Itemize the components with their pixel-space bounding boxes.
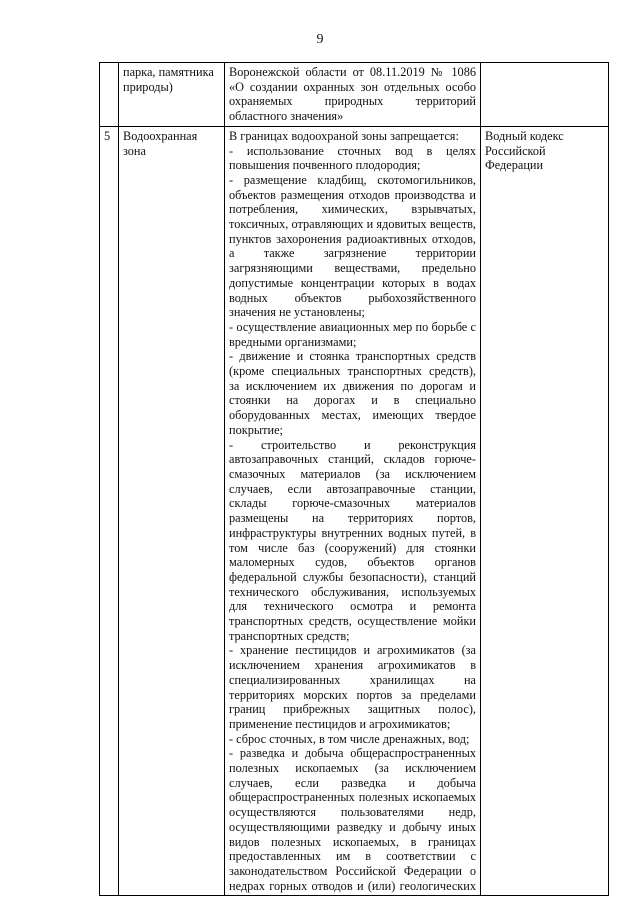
restriction-line: за исключением их движения по дорогам и bbox=[229, 378, 476, 393]
zone-name-line: природы) bbox=[123, 79, 173, 94]
restriction-line: предоставленных им в соответствии с bbox=[229, 849, 476, 864]
restriction-line: - использование сточных вод в целях bbox=[229, 143, 476, 158]
legal-basis-line: Водный кодекс bbox=[485, 128, 564, 143]
restriction-line: - сброс сточных, в том числе дренажных, вод; bbox=[229, 731, 470, 746]
restriction-line: транспортных средств, осуществление мойки bbox=[229, 614, 476, 629]
zone-name-cell bbox=[119, 126, 225, 896]
restriction-line: применение пестицидов и агрохимикатов; bbox=[229, 716, 451, 731]
restriction-line: - размещение кладбищ, скотомогильников, bbox=[229, 172, 476, 187]
restriction-line: федеральной службы безопасности), станций bbox=[229, 569, 476, 584]
restriction-line: инфраструктуры внутренних водных путей, в bbox=[229, 525, 476, 540]
restriction-line: законодательством Российской Федерации о bbox=[229, 863, 476, 878]
restriction-line: загрязняющими веществами, предельно bbox=[229, 261, 476, 276]
restriction-line: автозаправочных станций, складов горюче- bbox=[229, 452, 476, 467]
restriction-line: повышения почвенного плодородия; bbox=[229, 158, 421, 173]
restriction-line: пунктов захоронения радиоактивных отходов, bbox=[229, 231, 476, 246]
restriction-line: вредными организмами; bbox=[229, 334, 357, 349]
restriction-line: значения не установлены; bbox=[229, 305, 365, 320]
restriction-line: оборудованных местах, имеющих твердое bbox=[229, 408, 476, 423]
restriction-line: токсичных, отравляющих и ядовитых веществ, bbox=[229, 217, 476, 232]
restriction-line: полезных ископаемых (за исключением bbox=[229, 761, 476, 776]
restrictions-cell bbox=[225, 63, 481, 127]
restriction-line: а также загрязнение территории bbox=[229, 246, 476, 261]
restriction-line: исключением хранения агрохимикатов в bbox=[229, 658, 476, 673]
restriction-line: склады горюче-смазочных материалов bbox=[229, 496, 476, 511]
table-row bbox=[100, 63, 609, 127]
restriction-line: специализированных хранилищах на bbox=[229, 672, 476, 687]
restriction-line: - разведка и добыча общераспространенных bbox=[229, 746, 476, 761]
legal-basis-cell bbox=[481, 63, 609, 127]
restriction-line: видов полезных ископаемых, в границах bbox=[229, 834, 476, 849]
restriction-line: «О создании охранных зон отдельных особо bbox=[229, 79, 476, 94]
legal-basis-cell bbox=[481, 126, 609, 896]
restriction-line: покрытие; bbox=[229, 422, 283, 437]
restriction-line: допустимые концентрации которых в водах bbox=[229, 275, 476, 290]
restriction-line: территориях морских портов за пределами bbox=[229, 687, 476, 702]
restriction-line: - осуществление авиационных мер по борьбе с bbox=[229, 319, 476, 334]
restriction-line: - хранение пестицидов и агрохимикатов (за bbox=[229, 643, 476, 658]
restriction-line: маломерных судов, объектов органов bbox=[229, 555, 476, 570]
restriction-line: общераспространенных полезных ископаемых bbox=[229, 790, 476, 805]
restriction-line: границ прибрежных защитных полос), bbox=[229, 702, 476, 717]
table-row bbox=[100, 126, 609, 896]
zone-name-line: зона bbox=[123, 143, 146, 158]
restriction-line: осуществляющими разведку и добычу иных bbox=[229, 819, 476, 834]
restriction-line: осуществляются пользователями недр, bbox=[229, 805, 476, 820]
restrictions-cell bbox=[225, 126, 481, 896]
restriction-line: потребления, химических, взрывчатых, bbox=[229, 202, 476, 217]
restriction-line: стоянки на дорогах и в специально bbox=[229, 393, 476, 408]
restriction-line: случаев, если разведка и добыча bbox=[229, 775, 476, 790]
restriction-line: (кроме специальных транспортных средств), bbox=[229, 364, 476, 379]
restrictions-table bbox=[99, 62, 609, 896]
restriction-line: том числе баз (сооружений) для стоянки bbox=[229, 540, 476, 555]
restriction-line: случаев, если автозаправочные станции, bbox=[229, 481, 476, 496]
restriction-line: недрах горных отводов и (или) геологических bbox=[229, 878, 476, 893]
row-number-cell: 5 bbox=[100, 126, 119, 896]
restriction-line: областного значения» bbox=[229, 109, 344, 124]
restriction-line: транспортных средств; bbox=[229, 628, 350, 643]
restriction-line: размещены на территориях портов, bbox=[229, 511, 476, 526]
restriction-line: Воронежской области от 08.11.2019 № 1086 bbox=[229, 65, 476, 79]
restriction-line: - строительство и реконструкция bbox=[229, 437, 476, 452]
restriction-line: В границах водоохраной зоны запрещается: bbox=[229, 128, 459, 143]
legal-basis-line: Российской Федерации bbox=[485, 143, 546, 173]
restriction-line: объектов размещения отходов производства и bbox=[229, 187, 476, 202]
page-number: 9 bbox=[316, 32, 324, 47]
restriction-line: технического обслуживания, используемых bbox=[229, 584, 476, 599]
restriction-line: для технического осмотра и ремонта bbox=[229, 599, 476, 614]
row-number-cell bbox=[100, 63, 119, 127]
zone-name-line: парка, памятника bbox=[123, 65, 214, 79]
restriction-line: охраняемых природных территорий bbox=[229, 94, 476, 109]
restriction-line: смазочных материалов (за исключением bbox=[229, 466, 476, 481]
restriction-line: водных объектов рыбохозяйственного bbox=[229, 290, 476, 305]
restriction-line: - движение и стоянка транспортных средств bbox=[229, 349, 476, 364]
zone-name-line: Водоохранная bbox=[123, 128, 198, 143]
zone-name-cell bbox=[119, 63, 225, 127]
